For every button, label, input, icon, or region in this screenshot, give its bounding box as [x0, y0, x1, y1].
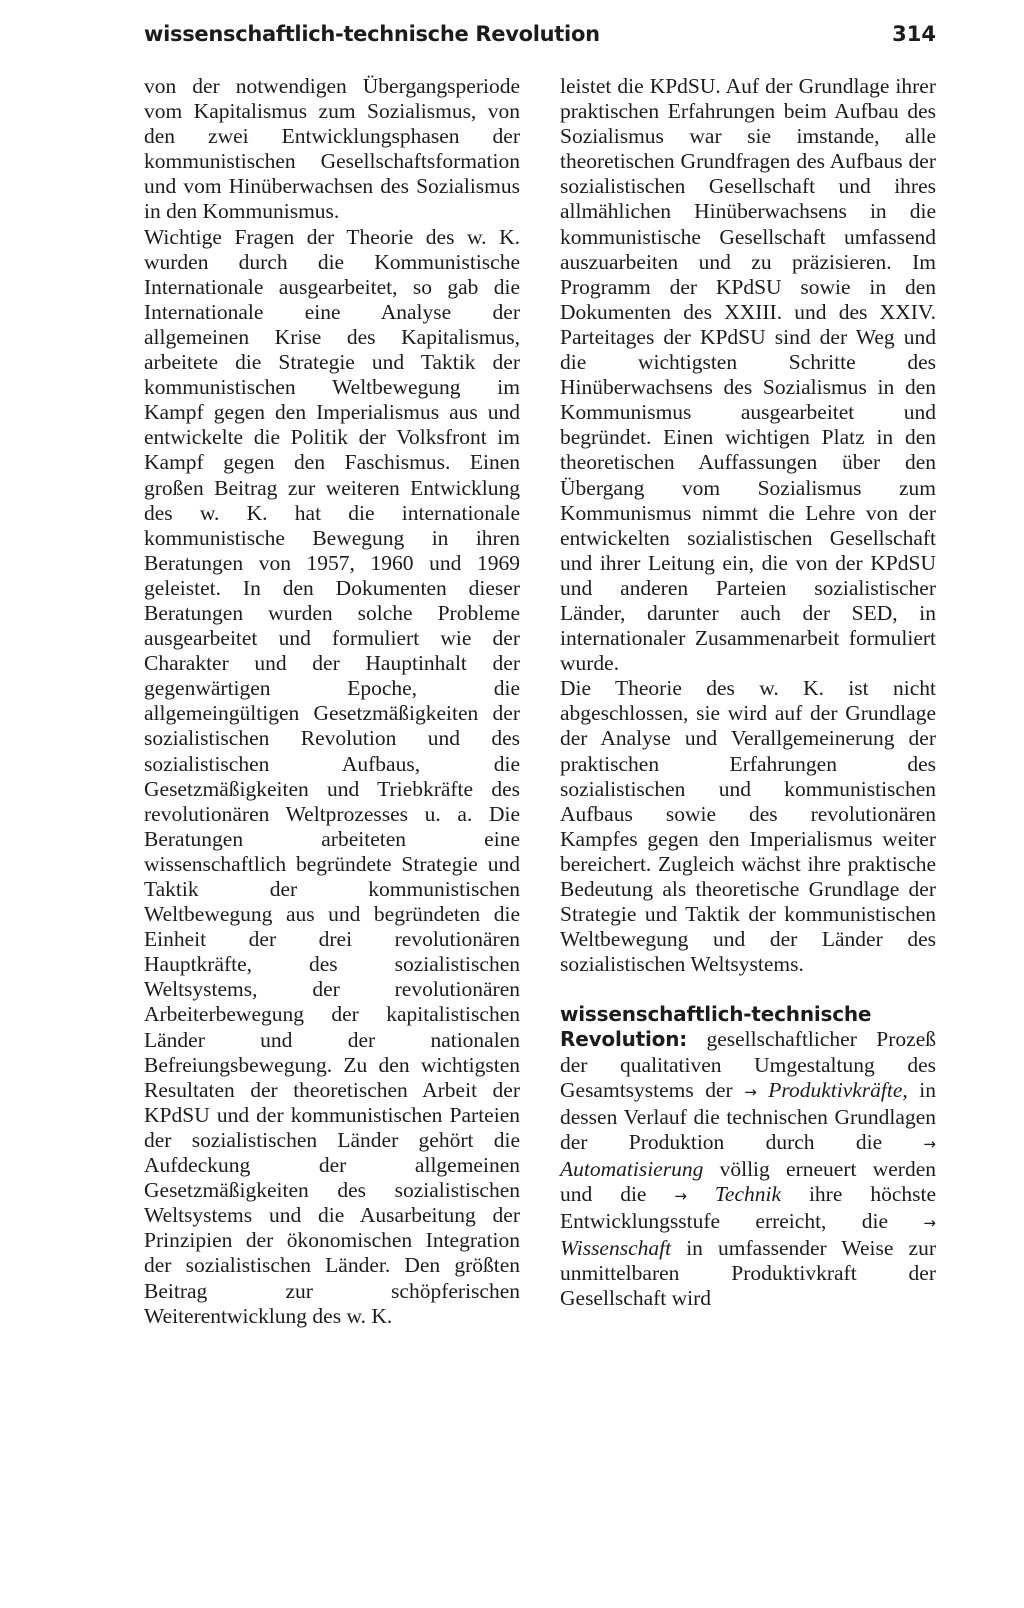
entry-text-5: in umfassender Weise zur unmittelbaren Produktivkraft der Gesellschaft wird: [560, 1236, 936, 1311]
left-paragraph-2: Wichtige Fragen der Theorie des w. K. wurden durch die Kommunistische Internationale ausgearbeitet, so gab die Internationale eine Analyse der allgemeinen Krise des Kapitalismus, arbeitete die Strategie und Taktik der kommunistischen Weltbewegung im Kampf gegen den Imperialismus aus und entwickelte die Politik der Volksfront im Kampf gegen den Faschismus. Einen großen Beitrag zur weiteren Entwicklung des w. K. hat die internationale kommunistische Bewegung in ihren Beratungen von 1957, 1960 und 1969 geleistet. In den Dokumenten dieser Beratungen wurden solche Probleme ausgearbeitet und formuliert wie der Charakter und der Hauptinhalt der gegenwärtigen Epoche, die allgemeingültigen Gesetzmäßigkeiten der sozialistischen Revolution und des sozialistischen Aufbaus, die Gesetzmäßigkeiten und Triebkräfte des revolutionären Weltprozesses u. a. Die Beratungen arbeiteten eine wissenschaftlich begründete Strategie und Taktik der kommunistischen Weltbewegung aus und begründeten die Einheit der drei revolutionären Hauptkräfte, des sozialistischen Weltsystems, der revolutionären Arbeiterbewegung der kapitalistischen Länder und der nationalen Befreiungsbewegung. Zu den wichtigsten Resultaten der theoretischen Arbeit der KPdSU und der kommunistischen Parteien der sozialistischen Länder gehört die Aufdeckung der allgemeinen Gesetzmäßigkeiten des sozialistischen Weltsystems und die Ausarbeitung der Prinzipien der ökonomischen Integration der sozialistischen Länder. Den größten Beitrag zur schöpferischen Weiterentwicklung des w. K.: [144, 224, 520, 1328]
right-paragraph-2: Die Theorie des w. K. ist nicht abgeschlossen, sie wird auf der Grundlage der Analyse und Verallgemeinerung der praktischen Erfahrungen des sozialistischen und kommunistischen Aufbaus sowie des revolutionären Kampfes gegen den Imperialismus weiter bereichert. Zugleich wächst ihre praktische Bedeutung als theoretische Grundlage der Strategie und Taktik der kommunistischen Weltbewegung und der Länder des sozialistischen Weltsystems.: [560, 676, 936, 977]
cross-reference-produktivkraefte[interactable]: Produktivkräfte,: [768, 1077, 908, 1102]
entry-text-1: gesellschaftlicher Prozeß der qualitativen Umgestaltung des Gesamtsystems der: [560, 1027, 936, 1102]
page-number: 314: [892, 22, 936, 46]
left-column: [144, 74, 520, 1329]
right-column: [560, 74, 936, 1312]
cross-reference-wissenschaft[interactable]: Wissenschaft: [560, 1236, 672, 1261]
dictionary-entry: [560, 1002, 936, 1311]
running-head-title: wissenschaftlich-technische Revolution: [144, 22, 600, 46]
cross-reference-automatisierung[interactable]: Automatisierung: [560, 1156, 704, 1181]
arrow-icon: →: [923, 1214, 936, 1233]
left-paragraph-1: von der notwendigen Übergangsperiode vom Kapitalismus zum Sozialismus, von den zwei Entwicklungsphasen der kommunistischen Gesellschaftsformation und vom Hinüberwachsen des Sozialismus in den Kommunismus.: [144, 74, 520, 224]
arrow-icon: →: [674, 1187, 687, 1206]
entry-text-3: völlig erneuert werden und die: [560, 1156, 936, 1207]
running-header: [144, 22, 936, 58]
entry-text-2: in dessen Verlauf die technischen Grundlagen der Produktion durch die: [560, 1077, 937, 1154]
arrow-icon: →: [923, 1134, 936, 1153]
arrow-icon: →: [744, 1082, 757, 1101]
right-paragraph-1: leistet die KPdSU. Auf der Grundlage ihrer praktischen Erfahrungen beim Aufbau des Sozialismus war sie imstande, alle theoretischen Grundfragen des Aufbaus der sozialistischen Gesellschaft und ihres allmählichen Hinüberwachsens in die kommunistische Gesellschaft umfassend auszuarbeiten und zu präzisieren. Im Programm der KPdSU sowie in den Dokumenten des XXIII. und des XXIV. Parteitages der KPdSU sind der Weg und die wichtigsten Schritte des Hinüberwachsens des Sozialismus in den Kommunismus ausgearbeitet und begründet. Einen wichtigen Platz in den theoretischen Auffassungen über den Übergang vom Sozialismus zum Kommunismus nimmt die Lehre von der entwickelten sozialistischen Gesellschaft und ihrer Leitung ein, die von der KPdSU und anderen Parteien sozialistischer Länder, darunter auch der SED, in internationaler Zusammenarbeit formuliert wurde.: [560, 74, 936, 676]
cross-reference-technik[interactable]: Technik: [714, 1182, 782, 1207]
entry-term: wissenschaftlich-technische Revolution:: [560, 1002, 872, 1052]
entry-text-4: ihre höchste Entwicklungsstufe erreicht, die: [560, 1182, 936, 1234]
